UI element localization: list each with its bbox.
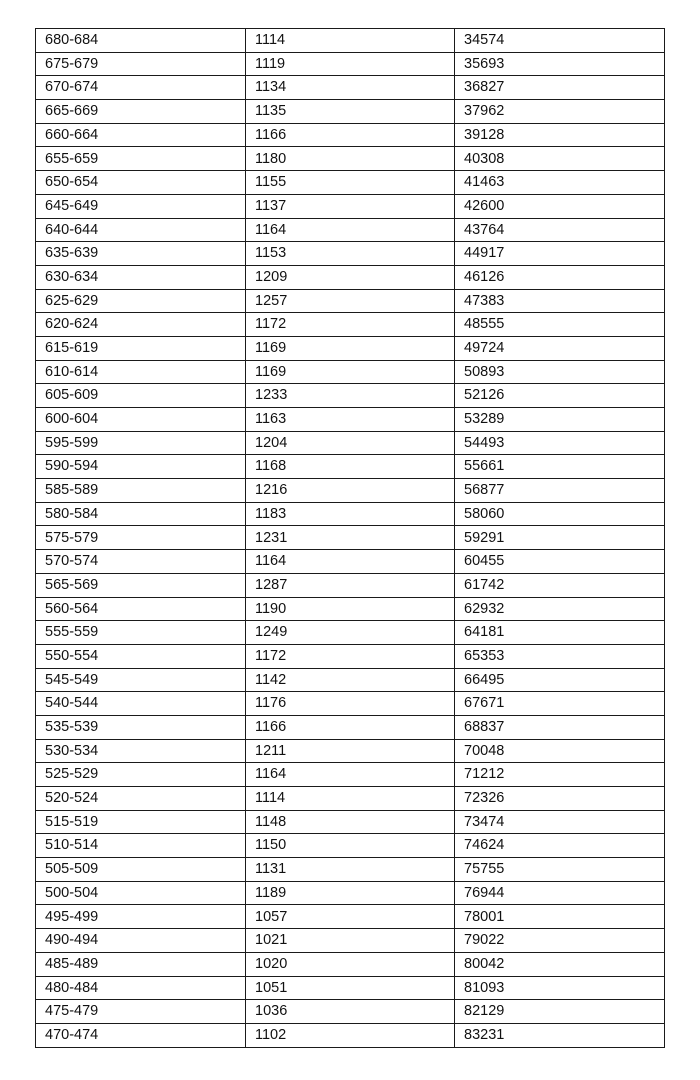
score-range-cell: 595-599 (36, 431, 246, 455)
cumulative-count-cell: 62932 (455, 597, 665, 621)
score-range-cell: 535-539 (36, 715, 246, 739)
count-cell: 1189 (246, 881, 455, 905)
score-range-cell: 660-664 (36, 123, 246, 147)
count-cell: 1148 (246, 810, 455, 834)
cumulative-count-cell: 43764 (455, 218, 665, 242)
count-cell: 1287 (246, 573, 455, 597)
table-row (36, 739, 665, 763)
table-row (36, 289, 665, 313)
cumulative-count-cell: 78001 (455, 905, 665, 929)
table-row (36, 100, 665, 124)
table-row (36, 905, 665, 929)
cumulative-count-cell: 67671 (455, 692, 665, 716)
count-cell: 1102 (246, 1023, 455, 1047)
score-range-cell: 540-544 (36, 692, 246, 716)
count-cell: 1166 (246, 123, 455, 147)
cumulative-count-cell: 81093 (455, 976, 665, 1000)
count-cell: 1153 (246, 242, 455, 266)
count-cell: 1180 (246, 147, 455, 171)
cumulative-count-cell: 42600 (455, 194, 665, 218)
score-range-cell: 600-604 (36, 408, 246, 432)
count-cell: 1211 (246, 739, 455, 763)
cumulative-count-cell: 58060 (455, 502, 665, 526)
table-row (36, 952, 665, 976)
count-cell: 1164 (246, 763, 455, 787)
table-row (36, 218, 665, 242)
count-cell: 1114 (246, 787, 455, 811)
score-range-cell: 675-679 (36, 52, 246, 76)
score-range-cell: 555-559 (36, 621, 246, 645)
score-range-cell: 590-594 (36, 455, 246, 479)
score-range-cell: 485-489 (36, 952, 246, 976)
count-cell: 1134 (246, 76, 455, 100)
cumulative-count-cell: 34574 (455, 29, 665, 53)
count-cell: 1169 (246, 336, 455, 360)
count-cell: 1164 (246, 218, 455, 242)
cumulative-count-cell: 39128 (455, 123, 665, 147)
table-row (36, 597, 665, 621)
table-row (36, 1000, 665, 1024)
score-range-cell: 665-669 (36, 100, 246, 124)
count-cell: 1036 (246, 1000, 455, 1024)
cumulative-count-cell: 44917 (455, 242, 665, 266)
table-row (36, 76, 665, 100)
table-row (36, 526, 665, 550)
score-range-cell: 615-619 (36, 336, 246, 360)
cumulative-count-cell: 52126 (455, 384, 665, 408)
table-row (36, 242, 665, 266)
count-cell: 1150 (246, 834, 455, 858)
cumulative-count-cell: 46126 (455, 265, 665, 289)
count-cell: 1119 (246, 52, 455, 76)
score-range-cell: 550-554 (36, 644, 246, 668)
count-cell: 1233 (246, 384, 455, 408)
table-row (36, 763, 665, 787)
count-cell: 1231 (246, 526, 455, 550)
table-row (36, 692, 665, 716)
table-row (36, 929, 665, 953)
score-range-cell: 500-504 (36, 881, 246, 905)
score-range-cell: 620-624 (36, 313, 246, 337)
score-range-cell: 525-529 (36, 763, 246, 787)
score-range-cell: 470-474 (36, 1023, 246, 1047)
count-cell: 1204 (246, 431, 455, 455)
cumulative-count-cell: 41463 (455, 171, 665, 195)
score-distribution-table (35, 28, 665, 1048)
score-range-cell: 490-494 (36, 929, 246, 953)
count-cell: 1137 (246, 194, 455, 218)
score-range-cell: 560-564 (36, 597, 246, 621)
cumulative-count-cell: 76944 (455, 881, 665, 905)
count-cell: 1155 (246, 171, 455, 195)
table-row (36, 644, 665, 668)
count-cell: 1166 (246, 715, 455, 739)
table-row (36, 147, 665, 171)
cumulative-count-cell: 75755 (455, 858, 665, 882)
count-cell: 1190 (246, 597, 455, 621)
table-row (36, 52, 665, 76)
score-range-cell: 565-569 (36, 573, 246, 597)
table-row (36, 360, 665, 384)
cumulative-count-cell: 55661 (455, 455, 665, 479)
count-cell: 1163 (246, 408, 455, 432)
count-cell: 1172 (246, 644, 455, 668)
count-cell: 1051 (246, 976, 455, 1000)
score-range-cell: 580-584 (36, 502, 246, 526)
cumulative-count-cell: 82129 (455, 1000, 665, 1024)
score-range-cell: 670-674 (36, 76, 246, 100)
table-row (36, 550, 665, 574)
table-row (36, 668, 665, 692)
table-row (36, 976, 665, 1000)
table-row (36, 573, 665, 597)
count-cell: 1169 (246, 360, 455, 384)
cumulative-count-cell: 71212 (455, 763, 665, 787)
cumulative-count-cell: 53289 (455, 408, 665, 432)
table-row (36, 834, 665, 858)
count-cell: 1020 (246, 952, 455, 976)
count-cell: 1164 (246, 550, 455, 574)
cumulative-count-cell: 47383 (455, 289, 665, 313)
score-range-cell: 570-574 (36, 550, 246, 574)
table-row (36, 313, 665, 337)
score-range-cell: 630-634 (36, 265, 246, 289)
score-range-cell: 495-499 (36, 905, 246, 929)
score-range-cell: 650-654 (36, 171, 246, 195)
count-cell: 1257 (246, 289, 455, 313)
count-cell: 1168 (246, 455, 455, 479)
count-cell: 1131 (246, 858, 455, 882)
cumulative-count-cell: 49724 (455, 336, 665, 360)
score-range-cell: 655-659 (36, 147, 246, 171)
score-range-cell: 475-479 (36, 1000, 246, 1024)
score-range-cell: 605-609 (36, 384, 246, 408)
table-row (36, 29, 665, 53)
table-row (36, 384, 665, 408)
score-range-cell: 645-649 (36, 194, 246, 218)
cumulative-count-cell: 48555 (455, 313, 665, 337)
count-cell: 1142 (246, 668, 455, 692)
table-row (36, 194, 665, 218)
score-range-cell: 530-534 (36, 739, 246, 763)
cumulative-count-cell: 73474 (455, 810, 665, 834)
cumulative-count-cell: 35693 (455, 52, 665, 76)
table-row (36, 858, 665, 882)
count-cell: 1183 (246, 502, 455, 526)
cumulative-count-cell: 56877 (455, 479, 665, 503)
cumulative-count-cell: 74624 (455, 834, 665, 858)
count-cell: 1135 (246, 100, 455, 124)
score-range-cell: 505-509 (36, 858, 246, 882)
table-row (36, 431, 665, 455)
cumulative-count-cell: 72326 (455, 787, 665, 811)
table-row (36, 479, 665, 503)
cumulative-count-cell: 40308 (455, 147, 665, 171)
count-cell: 1021 (246, 929, 455, 953)
table-row (36, 715, 665, 739)
table-row (36, 1023, 665, 1047)
table-row (36, 621, 665, 645)
cumulative-count-cell: 50893 (455, 360, 665, 384)
cumulative-count-cell: 59291 (455, 526, 665, 550)
count-cell: 1216 (246, 479, 455, 503)
count-cell: 1176 (246, 692, 455, 716)
cumulative-count-cell: 54493 (455, 431, 665, 455)
score-range-cell: 640-644 (36, 218, 246, 242)
count-cell: 1249 (246, 621, 455, 645)
table-row (36, 881, 665, 905)
cumulative-count-cell: 60455 (455, 550, 665, 574)
count-cell: 1057 (246, 905, 455, 929)
table-row (36, 455, 665, 479)
table-row (36, 265, 665, 289)
count-cell: 1114 (246, 29, 455, 53)
score-range-cell: 680-684 (36, 29, 246, 53)
score-range-cell: 520-524 (36, 787, 246, 811)
score-range-cell: 625-629 (36, 289, 246, 313)
table-row (36, 502, 665, 526)
count-cell: 1209 (246, 265, 455, 289)
table-row (36, 408, 665, 432)
cumulative-count-cell: 80042 (455, 952, 665, 976)
cumulative-count-cell: 79022 (455, 929, 665, 953)
cumulative-count-cell: 70048 (455, 739, 665, 763)
cumulative-count-cell: 66495 (455, 668, 665, 692)
cumulative-count-cell: 37962 (455, 100, 665, 124)
cumulative-count-cell: 83231 (455, 1023, 665, 1047)
score-range-cell: 610-614 (36, 360, 246, 384)
score-range-cell: 480-484 (36, 976, 246, 1000)
cumulative-count-cell: 68837 (455, 715, 665, 739)
score-range-cell: 515-519 (36, 810, 246, 834)
score-range-cell: 545-549 (36, 668, 246, 692)
score-range-cell: 510-514 (36, 834, 246, 858)
table-row (36, 123, 665, 147)
cumulative-count-cell: 36827 (455, 76, 665, 100)
score-range-cell: 635-639 (36, 242, 246, 266)
cumulative-count-cell: 64181 (455, 621, 665, 645)
score-range-cell: 585-589 (36, 479, 246, 503)
score-range-cell: 575-579 (36, 526, 246, 550)
table-row (36, 810, 665, 834)
table-body (36, 29, 665, 1048)
cumulative-count-cell: 65353 (455, 644, 665, 668)
table-row (36, 336, 665, 360)
count-cell: 1172 (246, 313, 455, 337)
cumulative-count-cell: 61742 (455, 573, 665, 597)
table-row (36, 171, 665, 195)
table-row (36, 787, 665, 811)
